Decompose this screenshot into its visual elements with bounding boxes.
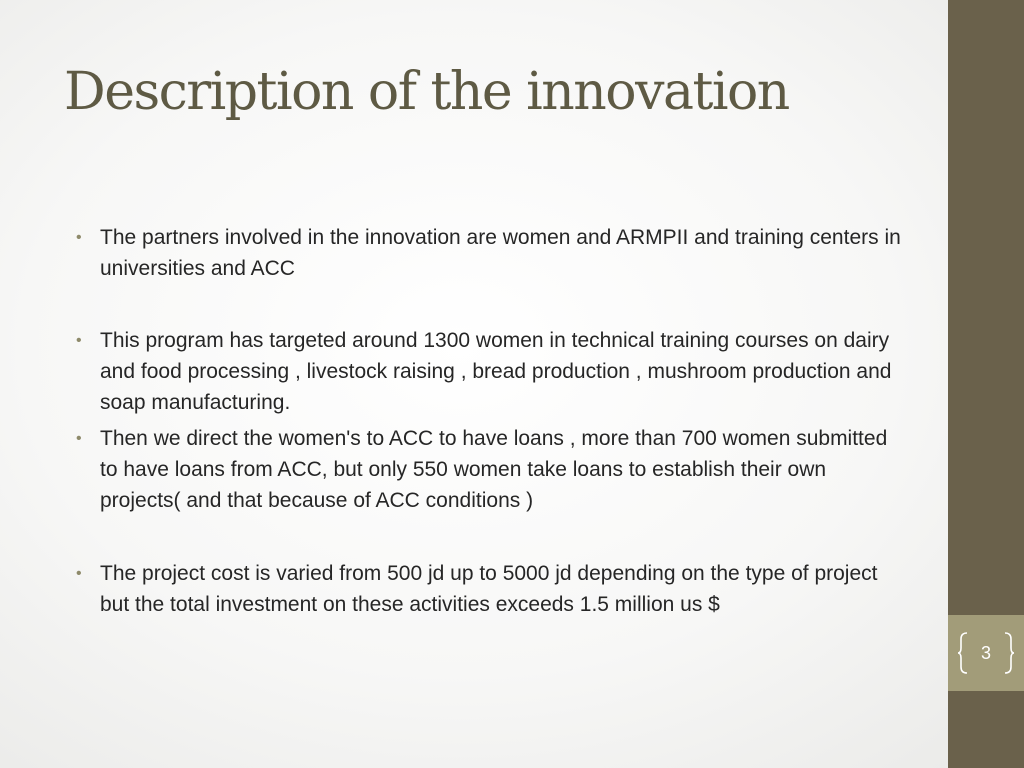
bullet-dot-icon: • <box>76 332 82 349</box>
page-number-box <box>958 631 1014 675</box>
page-number-band <box>948 615 1024 691</box>
bullet-item <box>76 222 904 284</box>
bullet-text: This program has targeted around 1300 women in technical training courses on dairy and food processing , livestock raising , bread production , mushroom production and soap manufacturing. <box>100 329 892 414</box>
bullet-dot-icon: • <box>76 229 82 246</box>
bullet-text: The partners involved in the innovation are women and ARMPII and training centers in universities and ACC <box>100 226 901 280</box>
page-number: 3 <box>980 643 991 663</box>
bullet-item <box>76 558 904 620</box>
slide-title: Description of the innovation <box>64 62 789 122</box>
bullet-item <box>76 423 904 516</box>
bullet-dot-icon: • <box>76 565 82 582</box>
bullet-text: The project cost is varied from 500 jd up to 5000 jd depending on the type of project but the total investment on these activities exceeds 1.5 million us $ <box>100 562 878 616</box>
bullet-item <box>76 325 904 418</box>
bullet-dot-icon: • <box>76 430 82 447</box>
bullet-text: Then we direct the women's to ACC to have loans , more than 700 women submitted to have loans from ACC, but only 550 women take loans to establish their own projects( and that because of ACC conditions ) <box>100 427 888 512</box>
bullet-list <box>76 222 904 620</box>
